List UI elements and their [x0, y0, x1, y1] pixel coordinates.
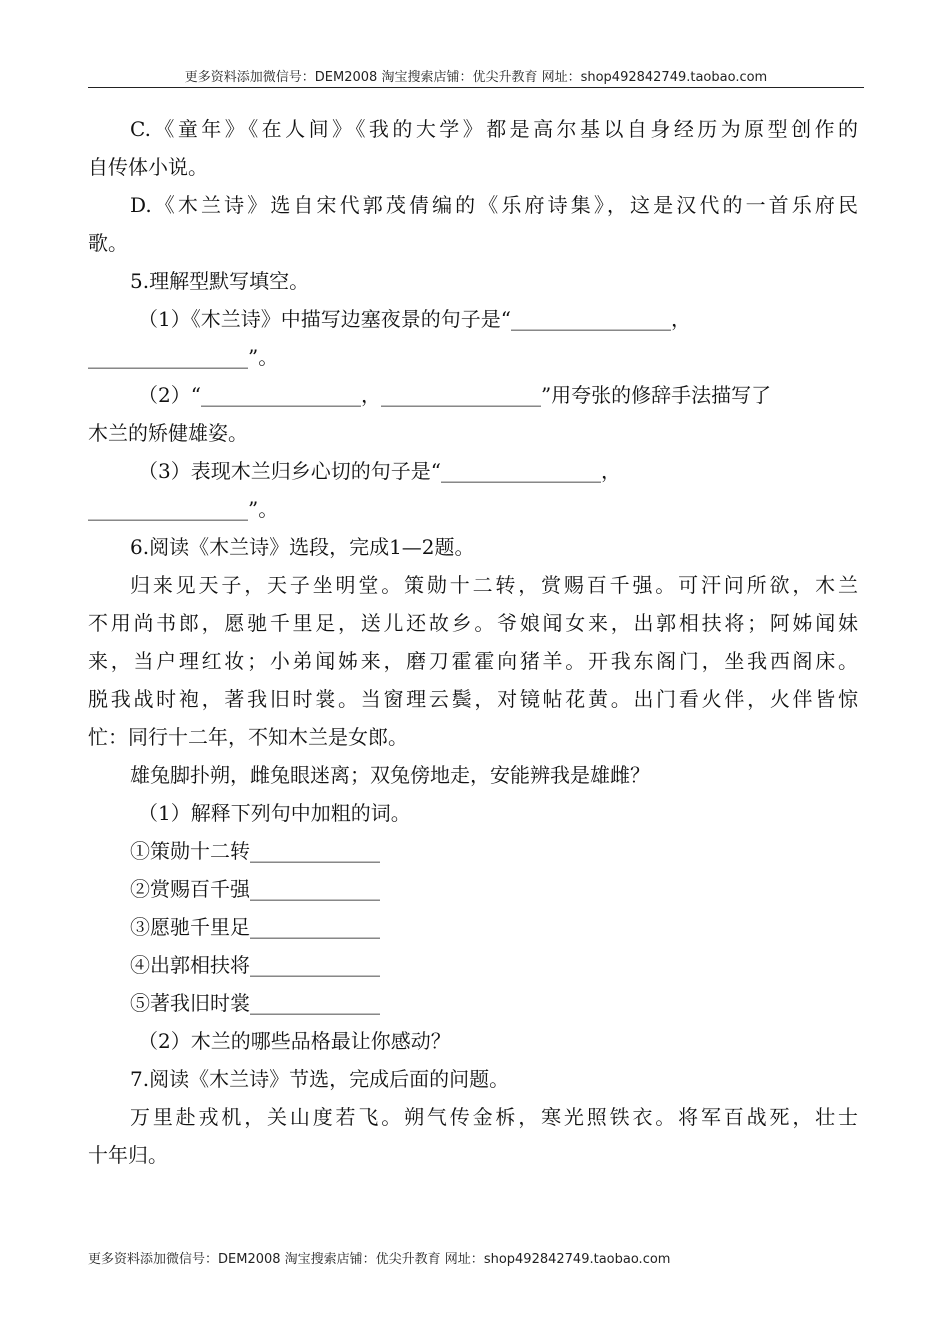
question-5-title: 5.理解型默写填空。	[130, 269, 310, 293]
passage-6-line-3: 来，当户理红妆；小弟闻姊来，磨刀霍霍向猪羊。开我东阁门，坐我西阁床。	[88, 649, 858, 673]
footer-middle: 淘宝搜索店铺：优尖升教育 网址：	[280, 1252, 484, 1267]
q6-item-4: ④出郭相扶将_____________	[130, 953, 380, 977]
question-6-title: 6.阅读《木兰诗》选段，完成1—2题。	[130, 535, 475, 559]
q6-item-3: ③愿驰千里足_____________	[130, 915, 380, 939]
q5-part2-line-2: 木兰的矫健雄姿。	[88, 421, 248, 445]
q5-part1-line-1: （1）《木兰诗》中描写边塞夜景的句子是“________________，	[138, 307, 691, 331]
q6-part1-prompt: （1）解释下列句中加粗的词。	[138, 801, 411, 825]
passage-6-line-4: 脱我战时袍，著我旧时裳。当窗理云鬓，对镜帖花黄。出门看火伴，火伴皆惊	[88, 687, 858, 711]
page-footer	[88, 1248, 670, 1267]
passage-6-line-6: 雄兔脚扑朔，雌兔眼迷离；双兔傍地走，安能辨我是雄雌？	[130, 763, 650, 787]
option-d-line-1: D.《木兰诗》选自宋代郭茂倩编的《乐府诗集》，这是汉代的一首乐府民	[130, 193, 858, 217]
footer-url: shop492842749.taobao.com	[483, 1252, 671, 1267]
passage-6-line-2: 不用尚书郎，愿驰千里足，送儿还故乡。爷娘闻女来，出郭相扶将；阿姊闻妹	[88, 611, 858, 635]
footer-prefix: 更多资料添加微信号：	[88, 1252, 219, 1267]
header-middle: 淘宝搜索店铺：优尖升教育 网址：	[377, 70, 581, 85]
header-wechat: DEM2008	[314, 70, 378, 85]
q6-item-5: ⑤著我旧时裳_____________	[130, 991, 380, 1015]
passage-7-line-2: 十年归。	[88, 1143, 168, 1167]
q6-item-2: ②赏赐百千强_____________	[130, 877, 380, 901]
header-prefix: 更多资料添加微信号：	[184, 70, 315, 85]
q5-part3-line-2: ________________”。	[88, 497, 279, 521]
option-d-line-2: 歌。	[88, 231, 128, 255]
q6-part2-prompt: （2）木兰的哪些品格最让你感动？	[138, 1029, 451, 1053]
header-divider	[88, 87, 864, 88]
q6-item-1: ①策勋十二转_____________	[130, 839, 380, 863]
document-body	[88, 110, 858, 1174]
question-7-title: 7.阅读《木兰诗》节选，完成后面的问题。	[130, 1067, 510, 1091]
passage-6-line-1: 归来见天子，天子坐明堂。策勋十二转，赏赐百千强。可汗问所欲，木兰	[130, 573, 858, 597]
option-c-line-1: C.《童年》《在人间》《我的大学》都是高尔基以自身经历为原型创作的	[130, 117, 858, 141]
passage-6-line-5: 忙：同行十二年，不知木兰是女郎。	[88, 725, 408, 749]
page-header	[88, 66, 864, 85]
passage-7-line-1: 万里赴戎机，关山度若飞。朔气传金柝，寒光照铁衣。将军百战死，壮士	[130, 1105, 858, 1129]
q5-part3-line-1: （3）表现木兰归乡心切的句子是“________________，	[138, 459, 621, 483]
footer-wechat: DEM2008	[218, 1252, 281, 1267]
header-url: shop492842749.taobao.com	[580, 70, 768, 85]
q5-part1-line-2: ________________”。	[88, 345, 279, 369]
option-c-line-2: 自传体小说。	[88, 155, 208, 179]
q5-part2-line-1: （2）“________________，________________”用夸张的修辞手法描写了	[138, 383, 772, 407]
